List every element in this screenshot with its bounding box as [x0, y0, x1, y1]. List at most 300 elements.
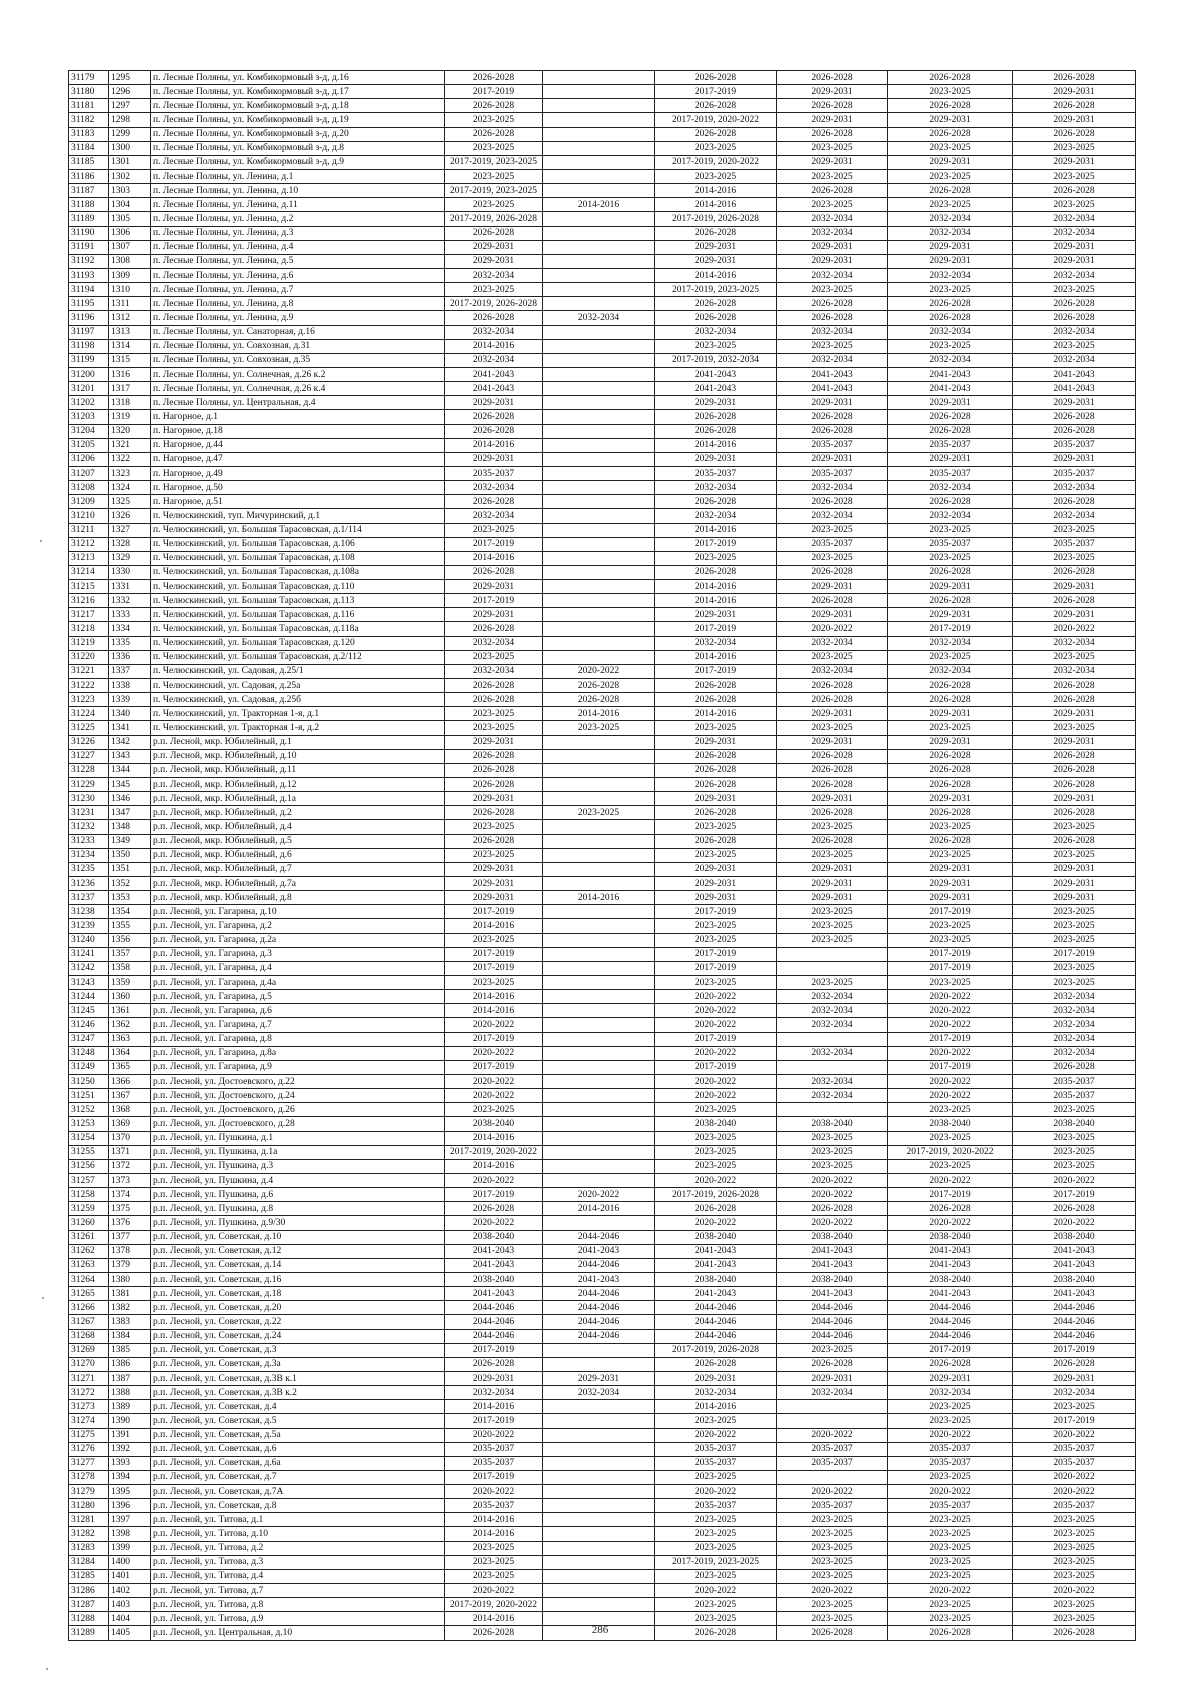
record-id-cell: 31213 — [69, 551, 109, 565]
period-1-cell: 2026-2028 — [445, 679, 543, 693]
period-1-cell: 2029-2031 — [445, 254, 543, 268]
row-number-cell: 1369 — [109, 1117, 151, 1131]
period-5-cell: 2029-2031 — [888, 1371, 1013, 1385]
period-5-cell: 2020-2022 — [888, 1046, 1013, 1060]
period-6-cell: 2035-2037 — [1013, 1089, 1136, 1103]
period-6-cell: 2017-2019 — [1013, 947, 1136, 961]
table-row — [69, 1018, 1136, 1032]
period-2-cell: 2023-2025 — [543, 806, 655, 820]
period-4-cell: 2026-2028 — [777, 778, 888, 792]
period-5-cell: 2026-2028 — [888, 806, 1013, 820]
record-id-cell: 31279 — [69, 1485, 109, 1499]
period-2-cell — [543, 452, 655, 466]
table-row — [69, 1173, 1136, 1187]
period-4-cell: 2029-2031 — [777, 1371, 888, 1385]
period-6-cell: 2026-2028 — [1013, 749, 1136, 763]
period-3-cell: 2026-2028 — [655, 495, 777, 509]
row-number-cell: 1366 — [109, 1074, 151, 1088]
period-5-cell: 2023-2025 — [888, 1527, 1013, 1541]
period-5-cell: 2023-2025 — [888, 1131, 1013, 1145]
period-4-cell: 2023-2025 — [777, 848, 888, 862]
period-3-cell: 2023-2025 — [655, 1414, 777, 1428]
period-3-cell: 2023-2025 — [655, 1513, 777, 1527]
period-6-cell: 2023-2025 — [1013, 551, 1136, 565]
period-5-cell: 2020-2022 — [888, 1173, 1013, 1187]
period-4-cell: 2041-2043 — [777, 382, 888, 396]
table-row — [69, 424, 1136, 438]
period-4-cell: 2023-2025 — [777, 198, 888, 212]
period-3-cell: 2020-2022 — [655, 1485, 777, 1499]
period-4-cell: 2038-2040 — [777, 1272, 888, 1286]
record-id-cell: 31282 — [69, 1527, 109, 1541]
record-id-cell: 31236 — [69, 877, 109, 891]
period-1-cell: 2029-2031 — [445, 1371, 543, 1385]
row-number-cell: 1398 — [109, 1527, 151, 1541]
row-number-cell: 1349 — [109, 834, 151, 848]
period-6-cell: 2032-2034 — [1013, 1018, 1136, 1032]
period-3-cell: 2017-2019, 2020-2022 — [655, 113, 777, 127]
period-2-cell — [543, 71, 655, 85]
period-5-cell: 2035-2037 — [888, 1456, 1013, 1470]
row-number-cell: 1392 — [109, 1442, 151, 1456]
period-4-cell: 2029-2031 — [777, 240, 888, 254]
table-row — [69, 184, 1136, 198]
period-6-cell: 2038-2040 — [1013, 1117, 1136, 1131]
period-3-cell: 2014-2016 — [655, 523, 777, 537]
table-row — [69, 1117, 1136, 1131]
table-row — [69, 268, 1136, 282]
period-2-cell — [543, 382, 655, 396]
table-row — [69, 1371, 1136, 1385]
period-5-cell: 2032-2034 — [888, 325, 1013, 339]
period-3-cell: 2029-2031 — [655, 254, 777, 268]
table-row — [69, 580, 1136, 594]
table-row — [69, 297, 1136, 311]
period-2-cell — [543, 650, 655, 664]
period-6-cell: 2032-2034 — [1013, 481, 1136, 495]
period-5-cell: 2038-2040 — [888, 1117, 1013, 1131]
period-2-cell — [543, 976, 655, 990]
period-3-cell: 2026-2028 — [655, 71, 777, 85]
period-1-cell: 2026-2028 — [445, 1626, 543, 1640]
address-cell: р.п. Лесной, ул. Титова, д.2 — [151, 1541, 445, 1555]
period-1-cell: 2023-2025 — [445, 198, 543, 212]
period-4-cell: 2032-2034 — [777, 1089, 888, 1103]
period-3-cell: 2014-2016 — [655, 650, 777, 664]
period-1-cell: 2029-2031 — [445, 240, 543, 254]
period-6-cell: 2023-2025 — [1013, 650, 1136, 664]
period-1-cell: 2026-2028 — [445, 1357, 543, 1371]
period-1-cell: 2029-2031 — [445, 792, 543, 806]
record-id-cell: 31197 — [69, 325, 109, 339]
row-number-cell: 1357 — [109, 947, 151, 961]
row-number-cell: 1389 — [109, 1400, 151, 1414]
period-1-cell: 2035-2037 — [445, 1442, 543, 1456]
period-2-cell — [543, 877, 655, 891]
period-6-cell: 2023-2025 — [1013, 1131, 1136, 1145]
period-5-cell: 2023-2025 — [888, 1598, 1013, 1612]
period-5-cell: 2035-2037 — [888, 466, 1013, 480]
record-id-cell: 31275 — [69, 1428, 109, 1442]
address-cell: п. Лесные Поляны, ул. Ленина, д.1 — [151, 169, 445, 183]
address-cell: р.п. Лесной, мкр. Юбилейный, д.7а — [151, 877, 445, 891]
row-number-cell: 1342 — [109, 735, 151, 749]
period-1-cell: 2029-2031 — [445, 862, 543, 876]
record-id-cell: 31231 — [69, 806, 109, 820]
address-cell: п. Челюскинский, ул. Садовая, д.25/1 — [151, 664, 445, 678]
period-3-cell: 2029-2031 — [655, 396, 777, 410]
address-cell: р.п. Лесной, ул. Пушкина, д.1 — [151, 1131, 445, 1145]
record-id-cell: 31208 — [69, 481, 109, 495]
period-4-cell: 2026-2028 — [777, 1357, 888, 1371]
period-3-cell: 2020-2022 — [655, 1584, 777, 1598]
period-1-cell: 2041-2043 — [445, 1258, 543, 1272]
row-number-cell: 1297 — [109, 99, 151, 113]
period-2-cell — [543, 113, 655, 127]
record-id-cell: 31193 — [69, 268, 109, 282]
period-6-cell: 2023-2025 — [1013, 919, 1136, 933]
period-1-cell: 2026-2028 — [445, 127, 543, 141]
table-row — [69, 565, 1136, 579]
period-2-cell — [543, 184, 655, 198]
period-4-cell: 2020-2022 — [777, 1428, 888, 1442]
address-cell: р.п. Лесной, ул. Пушкина, д.3 — [151, 1159, 445, 1173]
row-number-cell: 1305 — [109, 212, 151, 226]
period-4-cell: 2026-2028 — [777, 763, 888, 777]
period-3-cell: 2020-2022 — [655, 1428, 777, 1442]
address-cell: р.п. Лесной, ул. Советская, д.5 — [151, 1414, 445, 1428]
record-id-cell: 31196 — [69, 311, 109, 325]
row-number-cell: 1379 — [109, 1258, 151, 1272]
period-1-cell: 2023-2025 — [445, 933, 543, 947]
table-row — [69, 1386, 1136, 1400]
address-cell: п. Лесные Поляны, ул. Ленина, д.5 — [151, 254, 445, 268]
address-cell: р.п. Лесной, ул. Титова, д.1 — [151, 1513, 445, 1527]
period-5-cell: 2023-2025 — [888, 551, 1013, 565]
period-6-cell: 2029-2031 — [1013, 891, 1136, 905]
record-id-cell: 31216 — [69, 594, 109, 608]
period-5-cell: 2026-2028 — [888, 184, 1013, 198]
row-number-cell: 1401 — [109, 1569, 151, 1583]
row-number-cell: 1364 — [109, 1046, 151, 1060]
row-number-cell: 1324 — [109, 481, 151, 495]
row-number-cell: 1397 — [109, 1513, 151, 1527]
period-3-cell: 2026-2028 — [655, 565, 777, 579]
period-3-cell: 2044-2046 — [655, 1301, 777, 1315]
table-row — [69, 1555, 1136, 1569]
address-cell: р.п. Лесной, ул. Советская, д.8 — [151, 1499, 445, 1513]
period-3-cell: 2038-2040 — [655, 1117, 777, 1131]
period-2-cell — [543, 933, 655, 947]
period-2-cell — [543, 947, 655, 961]
row-number-cell: 1325 — [109, 495, 151, 509]
period-3-cell: 2032-2034 — [655, 325, 777, 339]
period-2-cell: 2044-2046 — [543, 1329, 655, 1343]
table-row — [69, 1258, 1136, 1272]
table-row — [69, 1032, 1136, 1046]
period-6-cell: 2020-2022 — [1013, 1470, 1136, 1484]
period-1-cell: 2035-2037 — [445, 1456, 543, 1470]
period-6-cell: 2023-2025 — [1013, 283, 1136, 297]
period-4-cell: 2023-2025 — [777, 1612, 888, 1626]
period-5-cell: 2020-2022 — [888, 1074, 1013, 1088]
page-number: 286 — [591, 1624, 609, 1636]
table-row — [69, 1428, 1136, 1442]
table-row — [69, 339, 1136, 353]
address-cell: р.п. Лесной, ул. Пушкина, д.4 — [151, 1173, 445, 1187]
period-5-cell: 2017-2019 — [888, 1060, 1013, 1074]
scan-speck — [46, 1668, 48, 1670]
record-id-cell: 31255 — [69, 1145, 109, 1159]
row-number-cell: 1307 — [109, 240, 151, 254]
period-6-cell: 2044-2046 — [1013, 1301, 1136, 1315]
table-row — [69, 212, 1136, 226]
period-1-cell: 2023-2025 — [445, 650, 543, 664]
period-2-cell: 2020-2022 — [543, 664, 655, 678]
period-3-cell: 2017-2019, 2023-2025 — [655, 1555, 777, 1569]
period-6-cell: 2017-2019 — [1013, 1188, 1136, 1202]
record-id-cell: 31289 — [69, 1626, 109, 1640]
period-4-cell: 2023-2025 — [777, 1527, 888, 1541]
period-3-cell: 2023-2025 — [655, 1470, 777, 1484]
period-4-cell: 2029-2031 — [777, 85, 888, 99]
period-2-cell — [543, 466, 655, 480]
period-6-cell: 2044-2046 — [1013, 1315, 1136, 1329]
address-cell: р.п. Лесной, ул. Советская, д.4 — [151, 1400, 445, 1414]
table-row — [69, 1046, 1136, 1060]
period-1-cell: 2026-2028 — [445, 763, 543, 777]
row-number-cell: 1326 — [109, 509, 151, 523]
period-3-cell: 2029-2031 — [655, 1371, 777, 1385]
address-cell: р.п. Лесной, ул. Советская, д.3В к.2 — [151, 1386, 445, 1400]
period-6-cell: 2032-2034 — [1013, 1004, 1136, 1018]
record-id-cell: 31254 — [69, 1131, 109, 1145]
period-4-cell: 2041-2043 — [777, 367, 888, 381]
period-6-cell: 2023-2025 — [1013, 1527, 1136, 1541]
address-cell: п. Челюскинский, ул. Большая Тарасовская, д.116 — [151, 608, 445, 622]
address-cell: р.п. Лесной, ул. Советская, д.22 — [151, 1315, 445, 1329]
period-4-cell: 2035-2037 — [777, 1499, 888, 1513]
period-1-cell: 2032-2034 — [445, 268, 543, 282]
period-3-cell: 2026-2028 — [655, 1202, 777, 1216]
table-row — [69, 664, 1136, 678]
record-id-cell: 31249 — [69, 1060, 109, 1074]
period-2-cell — [543, 1357, 655, 1371]
period-2-cell — [543, 297, 655, 311]
period-6-cell: 2020-2022 — [1013, 1173, 1136, 1187]
period-3-cell: 2020-2022 — [655, 990, 777, 1004]
table-row — [69, 325, 1136, 339]
table-row — [69, 1074, 1136, 1088]
period-4-cell: 2035-2037 — [777, 537, 888, 551]
period-4-cell — [777, 961, 888, 975]
table-row — [69, 693, 1136, 707]
table-row — [69, 636, 1136, 650]
address-cell: р.п. Лесной, ул. Советская, д.10 — [151, 1230, 445, 1244]
row-number-cell: 1391 — [109, 1428, 151, 1442]
table-row — [69, 198, 1136, 212]
table-row — [69, 1230, 1136, 1244]
period-1-cell: 2020-2022 — [445, 1216, 543, 1230]
row-number-cell: 1356 — [109, 933, 151, 947]
table-row — [69, 1060, 1136, 1074]
period-5-cell: 2023-2025 — [888, 1513, 1013, 1527]
row-number-cell: 1318 — [109, 396, 151, 410]
period-4-cell: 2020-2022 — [777, 1485, 888, 1499]
period-1-cell: 2014-2016 — [445, 551, 543, 565]
address-cell: п. Лесные Поляны, ул. Ленина, д.7 — [151, 283, 445, 297]
period-5-cell: 2029-2031 — [888, 608, 1013, 622]
row-number-cell: 1299 — [109, 127, 151, 141]
period-4-cell: 2023-2025 — [777, 1145, 888, 1159]
table-row — [69, 1400, 1136, 1414]
period-5-cell: 2023-2025 — [888, 721, 1013, 735]
period-3-cell: 2035-2037 — [655, 466, 777, 480]
record-id-cell: 31183 — [69, 127, 109, 141]
table-row — [69, 1527, 1136, 1541]
period-5-cell: 2023-2025 — [888, 1612, 1013, 1626]
table-row — [69, 877, 1136, 891]
period-3-cell: 2017-2019, 2026-2028 — [655, 1188, 777, 1202]
period-4-cell: 2029-2031 — [777, 452, 888, 466]
record-id-cell: 31252 — [69, 1103, 109, 1117]
period-6-cell: 2023-2025 — [1013, 1555, 1136, 1569]
period-2-cell: 2020-2022 — [543, 1188, 655, 1202]
period-1-cell: 2023-2025 — [445, 113, 543, 127]
period-6-cell: 2026-2028 — [1013, 1626, 1136, 1640]
period-6-cell: 2035-2037 — [1013, 1442, 1136, 1456]
period-2-cell — [543, 169, 655, 183]
row-number-cell: 1404 — [109, 1612, 151, 1626]
record-id-cell: 31228 — [69, 763, 109, 777]
address-cell: п. Челюскинский, ул. Большая Тарасовская, д.1/114 — [151, 523, 445, 537]
row-number-cell: 1358 — [109, 961, 151, 975]
period-5-cell: 2020-2022 — [888, 1485, 1013, 1499]
record-id-cell: 31229 — [69, 778, 109, 792]
period-6-cell: 2029-2031 — [1013, 735, 1136, 749]
period-3-cell: 2041-2043 — [655, 1258, 777, 1272]
period-3-cell: 2029-2031 — [655, 877, 777, 891]
period-6-cell: 2029-2031 — [1013, 452, 1136, 466]
period-4-cell: 2041-2043 — [777, 1244, 888, 1258]
period-3-cell: 2017-2019, 2032-2034 — [655, 353, 777, 367]
row-number-cell: 1374 — [109, 1188, 151, 1202]
period-5-cell: 2029-2031 — [888, 707, 1013, 721]
period-5-cell: 2032-2034 — [888, 226, 1013, 240]
row-number-cell: 1312 — [109, 311, 151, 325]
period-6-cell: 2032-2034 — [1013, 990, 1136, 1004]
address-cell: р.п. Лесной, ул. Гагарина, д.4 — [151, 961, 445, 975]
table-row — [69, 1202, 1136, 1216]
period-6-cell: 2038-2040 — [1013, 1230, 1136, 1244]
period-1-cell: 2020-2022 — [445, 1485, 543, 1499]
period-2-cell — [543, 1555, 655, 1569]
row-number-cell: 1300 — [109, 141, 151, 155]
period-4-cell: 2032-2034 — [777, 636, 888, 650]
record-id-cell: 31246 — [69, 1018, 109, 1032]
period-4-cell: 2026-2028 — [777, 749, 888, 763]
address-cell: р.п. Лесной, ул. Пушкина, д.1а — [151, 1145, 445, 1159]
period-1-cell: 2014-2016 — [445, 1131, 543, 1145]
period-3-cell: 2014-2016 — [655, 580, 777, 594]
row-number-cell: 1308 — [109, 254, 151, 268]
address-cell: р.п. Лесной, ул. Достоевского, д.26 — [151, 1103, 445, 1117]
period-3-cell: 2023-2025 — [655, 1145, 777, 1159]
row-number-cell: 1376 — [109, 1216, 151, 1230]
table-row — [69, 1301, 1136, 1315]
period-5-cell: 2026-2028 — [888, 1626, 1013, 1640]
schedule-table — [68, 70, 1136, 1641]
record-id-cell: 31218 — [69, 622, 109, 636]
period-6-cell: 2032-2034 — [1013, 1046, 1136, 1060]
record-id-cell: 31202 — [69, 396, 109, 410]
period-4-cell: 2026-2028 — [777, 311, 888, 325]
period-5-cell: 2023-2025 — [888, 1159, 1013, 1173]
period-1-cell: 2017-2019, 2026-2028 — [445, 297, 543, 311]
address-cell: р.п. Лесной, мкр. Юбилейный, д.12 — [151, 778, 445, 792]
address-cell: п. Лесные Поляны, ул. Совхозная, д.31 — [151, 339, 445, 353]
period-2-cell — [543, 1173, 655, 1187]
period-4-cell: 2032-2034 — [777, 509, 888, 523]
period-1-cell: 2017-2019, 2020-2022 — [445, 1145, 543, 1159]
record-id-cell: 31273 — [69, 1400, 109, 1414]
record-id-cell: 31242 — [69, 961, 109, 975]
period-4-cell: 2023-2025 — [777, 933, 888, 947]
table-row — [69, 1145, 1136, 1159]
record-id-cell: 31285 — [69, 1569, 109, 1583]
period-2-cell: 2026-2028 — [543, 693, 655, 707]
period-4-cell: 2023-2025 — [777, 1541, 888, 1555]
period-5-cell: 2017-2019 — [888, 622, 1013, 636]
period-2-cell — [543, 85, 655, 99]
period-5-cell: 2026-2028 — [888, 1357, 1013, 1371]
period-4-cell: 2029-2031 — [777, 396, 888, 410]
period-5-cell: 2020-2022 — [888, 990, 1013, 1004]
period-2-cell — [543, 1569, 655, 1583]
table-row — [69, 735, 1136, 749]
record-id-cell: 31222 — [69, 679, 109, 693]
period-4-cell: 2032-2034 — [777, 325, 888, 339]
period-1-cell: 2041-2043 — [445, 367, 543, 381]
record-id-cell: 31179 — [69, 71, 109, 85]
row-number-cell: 1386 — [109, 1357, 151, 1371]
period-6-cell: 2032-2034 — [1013, 636, 1136, 650]
table-row — [69, 721, 1136, 735]
table-row — [69, 919, 1136, 933]
period-1-cell: 2014-2016 — [445, 339, 543, 353]
table-row — [69, 537, 1136, 551]
period-3-cell: 2029-2031 — [655, 792, 777, 806]
record-id-cell: 31210 — [69, 509, 109, 523]
period-3-cell: 2020-2022 — [655, 1173, 777, 1187]
period-4-cell — [777, 947, 888, 961]
table-row — [69, 113, 1136, 127]
address-cell: р.п. Лесной, ул. Советская, д.24 — [151, 1329, 445, 1343]
table-row — [69, 1598, 1136, 1612]
address-cell: п. Челюскинский, ул. Большая Тарасовская, д.118а — [151, 622, 445, 636]
address-cell: р.п. Лесной, ул. Советская, д.3В к.1 — [151, 1371, 445, 1385]
period-6-cell: 2026-2028 — [1013, 565, 1136, 579]
period-5-cell: 2044-2046 — [888, 1315, 1013, 1329]
period-5-cell: 2026-2028 — [888, 99, 1013, 113]
period-2-cell — [543, 1456, 655, 1470]
period-6-cell: 2035-2037 — [1013, 537, 1136, 551]
period-4-cell: 2032-2034 — [777, 226, 888, 240]
period-3-cell: 2017-2019 — [655, 905, 777, 919]
period-2-cell — [543, 240, 655, 254]
record-id-cell: 31271 — [69, 1371, 109, 1385]
row-number-cell: 1403 — [109, 1598, 151, 1612]
